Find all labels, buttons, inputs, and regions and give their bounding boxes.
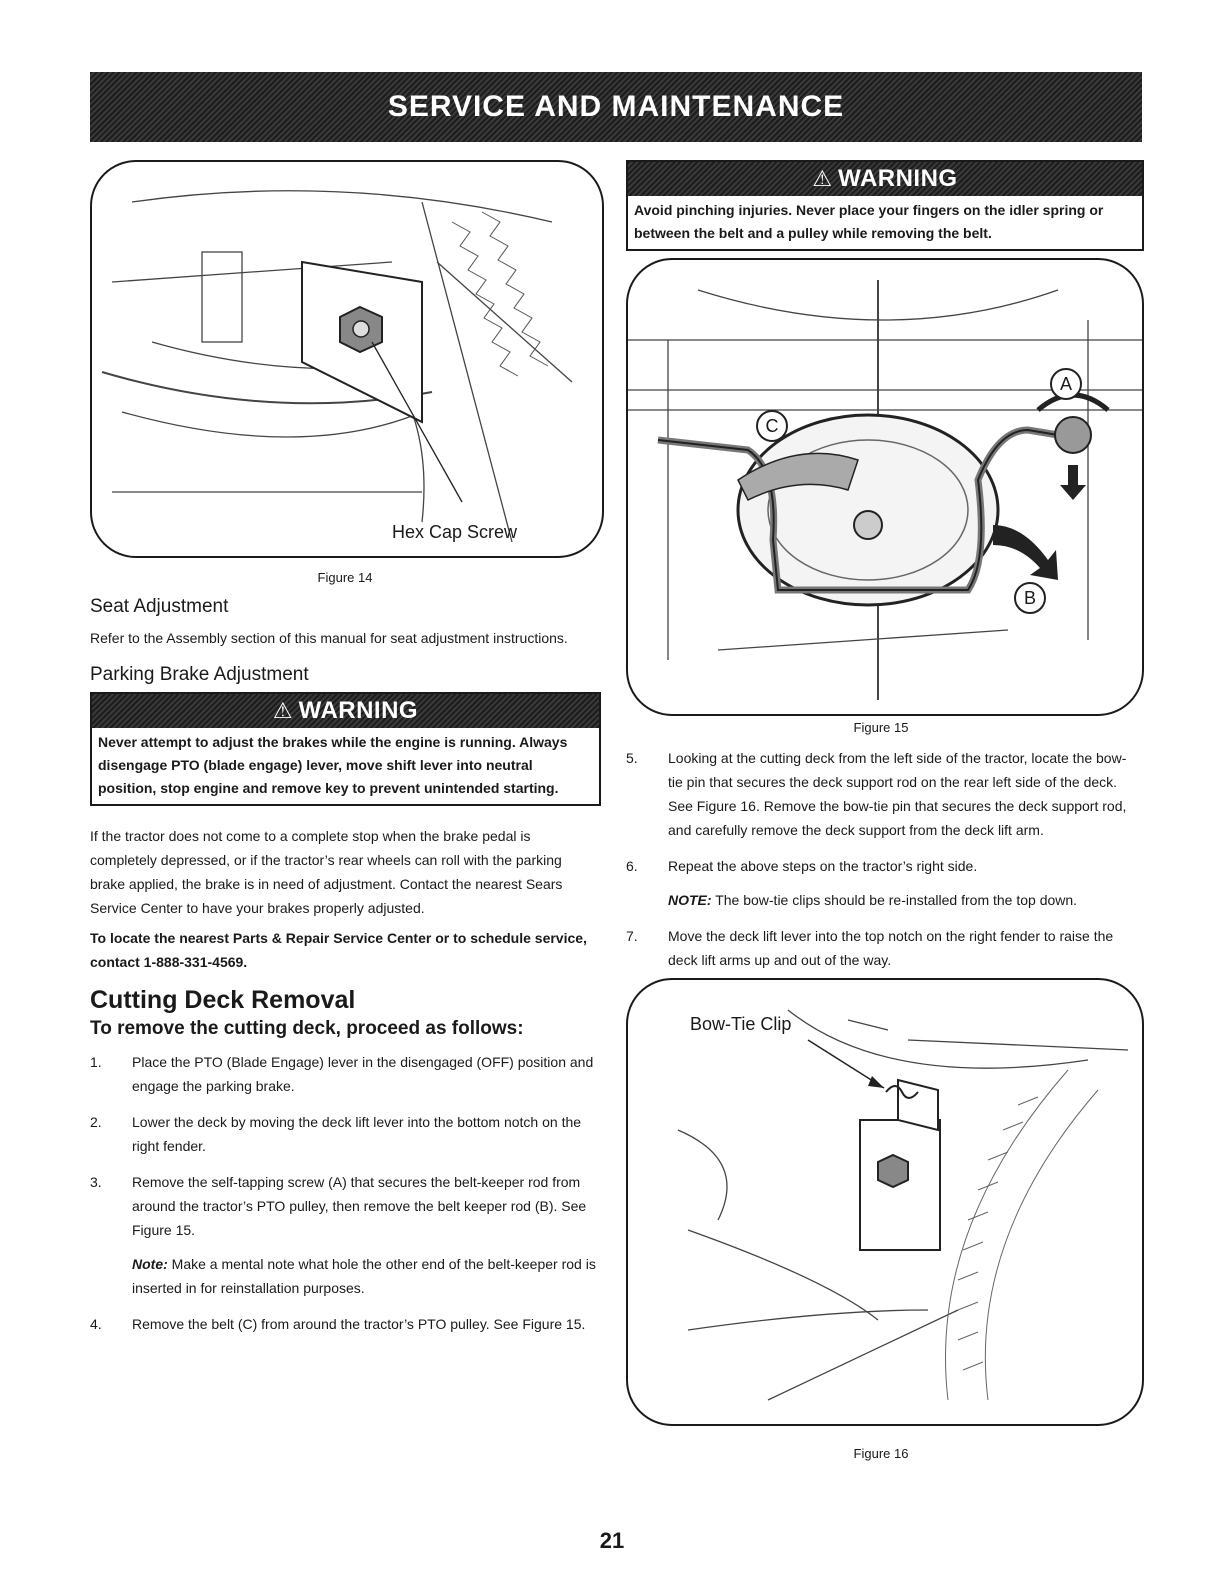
deck-removal-steps-left [90, 1050, 600, 1348]
list-item [626, 924, 1140, 972]
label-c [756, 410, 788, 442]
pulley-belt-diagram [628, 260, 1142, 714]
step-number: 4. [90, 1316, 102, 1332]
hex-cap-screw-diagram [92, 162, 602, 556]
note-label: Note: [132, 1256, 168, 1272]
seat-adjustment-text: Refer to the Assembly section of this manual for seat adjustment instructions. [90, 630, 568, 646]
label-c-text: C [765, 416, 779, 436]
note-text: Make a mental note what hole the other end of the belt-keeper rod is inserted in for reinstallation purposes. [132, 1256, 596, 1296]
label-a-text: A [1059, 374, 1072, 394]
page-number: 21 [599, 1528, 625, 1553]
deck-removal-steps-right [626, 746, 1140, 984]
step-text: Place the PTO (Blade Engage) lever in the disengaged (OFF) position and engage the parking brake. [132, 1054, 594, 1094]
figure-16-illustration [626, 978, 1144, 1426]
screw-icon [1055, 417, 1091, 453]
hex-cap-screw-callout: Hex Cap Screw [392, 522, 518, 542]
cutting-deck-heading: Cutting Deck Removal [90, 986, 356, 1014]
step-text: Move the deck lift lever into the top notch on the right fender to raise the deck lift arms up and out of the way. [668, 928, 1114, 968]
step-number: 5. [626, 750, 638, 766]
step-number: 3. [90, 1174, 102, 1190]
step-note [132, 1252, 600, 1300]
parking-brake-warning [90, 692, 601, 806]
step-text: Lower the deck by moving the deck lift lever into the bottom notch on the right fender. [132, 1114, 582, 1154]
label-b [1014, 582, 1046, 614]
page-title: SERVICE AND MAINTENANCE [387, 90, 845, 123]
list-item [90, 1110, 600, 1158]
warning-triangle-icon: ⚠ [272, 698, 293, 723]
warning-triangle-icon: ⚠ [812, 166, 833, 191]
arrow-b-icon [993, 525, 1058, 580]
warning-header [92, 694, 599, 728]
belt-removal-warning [626, 160, 1144, 251]
hex-nut-icon [878, 1155, 908, 1187]
cutting-deck-subheading: To remove the cutting deck, proceed as follows: [90, 1018, 524, 1039]
warning-title: WARNING [298, 697, 419, 724]
warning-text: Avoid pinching injuries. Never place your fingers on the idler spring or between the belt and a pulley while removing the belt. [634, 202, 1104, 241]
figure-16-caption: Figure 16 [853, 1446, 909, 1461]
section-banner [90, 72, 1142, 142]
seat-adjustment-heading: Seat Adjustment [90, 596, 229, 617]
figure-15-caption: Figure 15 [853, 720, 909, 735]
figure-14-caption: Figure 14 [317, 570, 373, 585]
bow-tie-clip-callout: Bow-Tie Clip [690, 1014, 792, 1034]
parking-brake-text: If the tractor does not come to a complete stop when the brake pedal is completely depressed, or if the tractor’s rear wheels can roll with the parking brake applied, the brake is in need of adjustment. Contact the nearest Sears Service Center to have your brakes properly adjusted. [90, 828, 563, 916]
note-label: NOTE: [668, 892, 712, 908]
warning-text: Never attempt to adjust the brakes while the engine is running. Always disengage PTO (blade engage) lever, move shift lever into neutral position, stop engine and remove key to prevent unintended starting. [98, 734, 568, 796]
note-text: The bow-tie clips should be re-installed from the top down. [715, 892, 1078, 908]
list-item [90, 1050, 600, 1098]
step-number: 6. [626, 858, 638, 874]
figure-15-illustration [626, 258, 1144, 716]
step-note [668, 888, 1140, 912]
step-number: 1. [90, 1054, 102, 1070]
list-item [90, 1312, 600, 1336]
step-text: Repeat the above steps on the tractor’s right side. [668, 858, 978, 874]
label-a [1050, 368, 1082, 400]
warning-title: WARNING [838, 165, 958, 192]
warning-header [628, 162, 1142, 196]
step-number: 7. [626, 928, 638, 944]
list-item [626, 746, 1140, 842]
step-number: 2. [90, 1114, 102, 1130]
figure-14-illustration [90, 160, 604, 558]
list-item [90, 1170, 600, 1300]
bow-tie-clip-diagram [628, 980, 1142, 1424]
parking-brake-heading: Parking Brake Adjustment [90, 664, 309, 685]
step-text: Remove the self-tapping screw (A) that secures the belt-keeper rod from around the tractor’s PTO pulley, then remove the belt keeper rod (B). See Figure 15. [132, 1174, 587, 1238]
service-center-contact: To locate the nearest Parts & Repair Service Center or to schedule service, contact 1-888-331-4569. [90, 930, 587, 970]
list-item [626, 854, 1140, 912]
step-text: Remove the belt (C) from around the tractor’s PTO pulley. See Figure 15. [132, 1316, 586, 1332]
label-b-text: B [1023, 588, 1036, 608]
step-text: Looking at the cutting deck from the left side of the tractor, locate the bow-tie pin that secures the deck support rod on the rear left side of the deck. See Figure 16. Remove the bow-tie pin that secures the deck support rod, and carefully remove the deck support from the deck lift arm. [668, 750, 1127, 838]
